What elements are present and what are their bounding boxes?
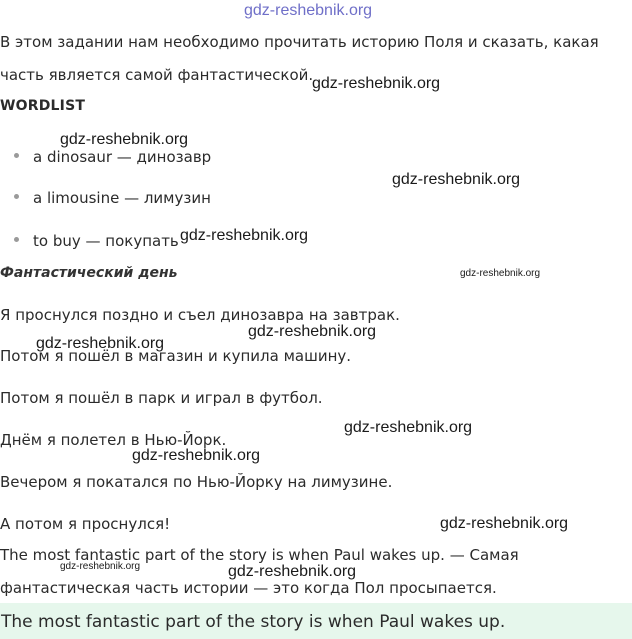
explanation-line-1: The most fantastic part of the story is when Paul wakes up. — Самая [0, 546, 519, 564]
story-line: Потом я пошёл в парк и играл в футбол. [0, 389, 323, 407]
story-line: А потом я проснулся! [0, 515, 171, 533]
story-line: Я проснулся поздно и съел динозавра на завтрак. [0, 306, 400, 324]
bullet-dot-icon [14, 194, 19, 199]
watermark: gdz-reshebnik.org [344, 419, 473, 436]
story-line: Вечером я покатался по Нью-Йорку на лимузине. [0, 473, 393, 491]
watermark: gdz-reshebnik.org [132, 447, 261, 464]
watermark: gdz-reshebnik.org [228, 563, 357, 580]
story-line: Днём я полетел в Нью-Йорк. [0, 431, 227, 449]
watermark-top: gdz-reshebnik.org [244, 2, 373, 19]
answer-box [0, 603, 632, 639]
answer-text: The most fantastic part of the story is when Paul wakes up. [1, 612, 506, 632]
watermark: gdz-reshebnik.org [392, 171, 521, 188]
wordlist-item [14, 188, 211, 208]
watermark: gdz-reshebnik.org [312, 75, 441, 92]
bullet-dot-icon [14, 153, 19, 158]
intro-line-2: часть является самой фантастической. [0, 66, 314, 84]
watermark: gdz-reshebnik.org [440, 515, 569, 532]
story-title: Фантастический день [0, 265, 178, 281]
intro-line-1: В этом задании нам необходимо прочитать историю Поля и сказать, какая [0, 33, 599, 51]
watermark: gdz-reshebnik.org [180, 227, 309, 244]
wordlist-item-text: to buy — покупать [33, 232, 179, 250]
wordlist-item [14, 231, 179, 251]
bullet-dot-icon [14, 237, 19, 242]
watermark: gdz-reshebnik.org [60, 131, 189, 148]
wordlist-heading: WORDLIST [0, 98, 86, 114]
wordlist-item-text: a limousine — лимузин [33, 189, 211, 207]
story-line: Потом я пошёл в магазин и купила машину. [0, 347, 352, 365]
watermark: gdz-reshebnik.org [36, 335, 165, 352]
explanation-line-2: фантастическая часть истории — это когда Пол просыпается. [0, 579, 497, 597]
watermark: gdz-reshebnik.org [460, 268, 541, 279]
watermark: gdz-reshebnik.org [60, 561, 141, 572]
wordlist-item-text: a dinosaur — динозавр [33, 148, 212, 166]
watermark: gdz-reshebnik.org [248, 323, 377, 340]
wordlist-item [14, 147, 211, 167]
